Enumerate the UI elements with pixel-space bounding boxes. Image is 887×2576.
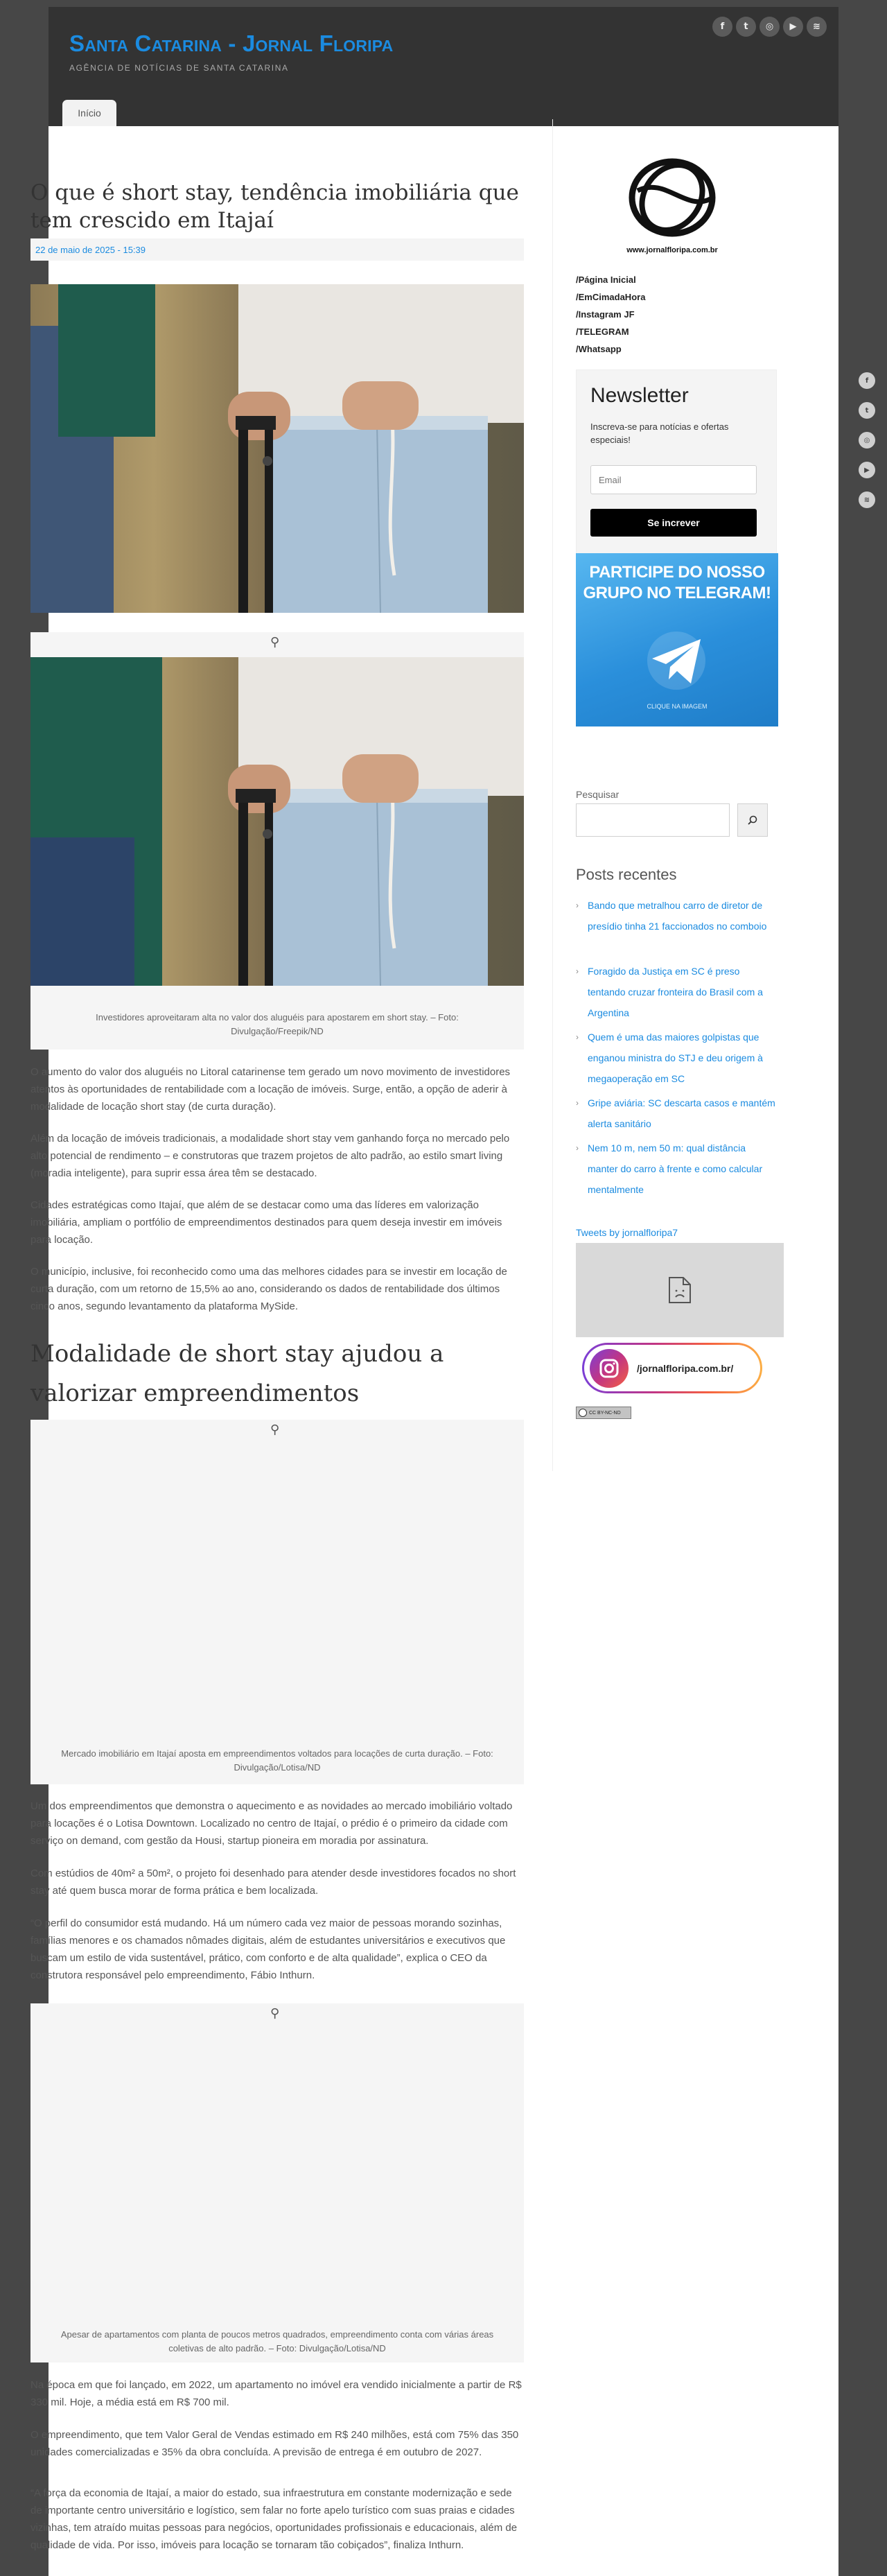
telegram-banner[interactable] (576, 553, 778, 726)
article-image-1 (30, 657, 524, 986)
newsletter-description: Inscreva-se para notícias e ofertas especiais! (590, 421, 729, 445)
sidebar-link-whatsapp[interactable]: /Whatsapp (576, 344, 622, 354)
sidebar-link-emcimadahora[interactable]: /EmCimadaHora (576, 292, 646, 302)
sidebar-divider (552, 119, 553, 1471)
search-input[interactable] (576, 803, 730, 837)
telegram-banner-cta: CLIQUE NA IMAGEM (647, 703, 708, 710)
chevron-right-icon: › (576, 966, 579, 976)
chevron-right-icon: › (576, 1143, 579, 1153)
chevron-right-icon: › (576, 1032, 579, 1042)
cc-badge-text: CC BY-NC-ND (589, 1410, 621, 1416)
tweets-link[interactable]: Tweets by jornalfloripa7 (576, 1227, 678, 1238)
youtube-icon[interactable]: ▶ (783, 17, 803, 37)
image-icon: ⚲ (270, 2006, 280, 2021)
paragraph-3: Cidades estratégicas como Itajaí, que além de se destacar como uma das líderes em valorização imobiliária, ampliam o portfólio de empreendimentos destinados para quem deseja investir em imóveis para locação. (30, 1199, 502, 1246)
paragraph-6: Com estúdios de 40m² a 50m², o projeto foi desenhado para atender desde investidores focados no short stay até quem busca morar de forma prática e bem localizada. (30, 1868, 516, 1897)
paragraph-5: Um dos empreendimentos que demonstra o aquecimento e as novidades ao mercado imobiliário voltado para locações é o Lotisa Downtown. Localizado no centro de Itajaí, o prédio é o primeiro da cidade com serviço on demand, com gestão da Housi, startup pioneira em moradia por assinatura. (30, 1800, 513, 1847)
image-icon: ⚲ (270, 635, 280, 650)
cc-icon (579, 1409, 587, 1417)
featured-image (30, 284, 524, 613)
instagram-banner[interactable] (582, 1343, 762, 1393)
paragraph-10: “A força da economia de Itajaí, a maior do estado, sua infraestrutura em constante modernização e sede de importante centro universitário e logístico, sem falar no forte apelo turístico com suas praias e cidades vizinhas, tem atraído muitas pessoas para negócios, oportunidades profissionais e educacionais, além de qualidade de vida. Por isso, imóveis para locação se tornaram tão cobiçados”, finaliza Inthurn. (30, 2487, 518, 2551)
figure-2 (30, 1420, 524, 1784)
sidebar-link-telegram[interactable]: /TELEGRAM (576, 327, 629, 337)
instagram-icon (590, 1349, 629, 1388)
paragraph-8: Na época em que foi lançado, em 2022, um apartamento no imóvel era vendido inicialmente a partir de R$ 330 mil. Hoje, a média está em R$ 700 mil. (30, 2379, 522, 2408)
twitter-icon[interactable]: t (736, 17, 756, 37)
facebook-icon[interactable]: f (712, 17, 732, 37)
recent-post-link[interactable]: › Gripe aviária: SC descarta casos e mantém alerta sanitário (576, 1093, 777, 1134)
paragraph-7: “O perfil do consumidor está mudando. Há um número cada vez maior de pessoas morando sozinhas, famílias menores e os chamados nômades digitais, além de estudantes universitários e executivos que buscam um estilo de vida sustentável, prático, com conforto e de alta qualidade”, explica o CEO da construtora responsável pelo empreendimento, Fábio Inthurn. (30, 1917, 506, 1981)
instagram-handle: /jornalfloripa.com.br/ (637, 1362, 734, 1374)
sidebar-link-home[interactable]: /Página Inicial (576, 275, 636, 285)
recent-posts-title: Posts recentes (576, 866, 677, 883)
paragraph-1: O aumento do valor dos aluguéis no Litoral catarinense tem gerado um novo movimento de investidores atentos às oportunidades de rentabilidade com a locação de imóveis. Surge, então, a opção de aderir à modalidade de locação short stay (de curta duração). (30, 1066, 511, 1113)
search-icon (748, 815, 757, 825)
youtube-icon[interactable]: ▶ (859, 462, 875, 478)
figure-3 (30, 2003, 524, 2362)
image-icon: ⚲ (270, 1422, 280, 1437)
search-label: Pesquisar (576, 789, 620, 800)
search-button[interactable] (737, 803, 768, 837)
recent-post-link[interactable]: › Foragido da Justiça em SC é preso tentando cruzar fronteira do Brasil com a Argentina (576, 961, 777, 1023)
site-header (49, 7, 838, 126)
newsletter-title: Newsletter (590, 384, 689, 407)
figure-caption-2: Mercado imobiliário em Itajaí aposta em empreendimentos voltados para locações de curta duração. – Foto: Divulgação/Lotisa/ND (61, 1748, 493, 1773)
figure-1 (30, 632, 524, 1050)
site-logo[interactable] (617, 156, 728, 260)
figure-caption-3: Apesar de apartamentos com planta de poucos metros quadrados, empreendimento conta com várias áreas coletivas de alto padrão. – Foto: Divulgação/Lotisa/ND (60, 2329, 494, 2353)
recent-post-link[interactable]: › Nem 10 m, nem 50 m: qual distância manter do carro à frente e como calcular mentalmente (576, 1138, 777, 1200)
paragraph-2: Além da locação de imóveis tradicionais, a modalidade short stay vem ganhando força no mercado pelo alto potencial de rendimento – e construtoras que trazem projetos de alto padrão, ao estilo smart living (moradia inteligente), para suprir essa área têm se destacado. (30, 1133, 510, 1179)
broken-document-icon (668, 1276, 692, 1304)
chevron-right-icon: › (576, 900, 579, 910)
recent-post-link[interactable]: › Quem é uma das maiores golpistas que enganou ministra do STJ e deu origem à megaoperação em SC (576, 1027, 777, 1089)
twitter-icon[interactable]: t (859, 402, 875, 419)
chevron-right-icon: › (576, 1098, 579, 1108)
nav-home-tab[interactable]: Início (62, 100, 116, 126)
creative-commons-badge[interactable] (576, 1407, 631, 1419)
facebook-icon[interactable]: f (859, 372, 875, 389)
site-title[interactable]: Santa Catarina - Jornal Floripa (69, 31, 394, 56)
rss-icon[interactable]: ≋ (807, 17, 827, 37)
paragraph-9: O empreendimento, que tem Valor Geral de Vendas estimado em R$ 240 milhões, está com 75% das 350 unidades comercializadas e 35% da obra concluída. A previsão de entrega é em outubro de 2027. (30, 2429, 519, 2458)
recent-post-link[interactable]: › Bando que metralhou carro de diretor de presídio tinha 21 faccionados no comboio (576, 895, 777, 937)
newsletter-subscribe-button[interactable]: Se increver (590, 509, 757, 537)
post-date[interactable]: 22 de maio de 2025 - 15:39 (30, 238, 524, 261)
figure-caption-1: Investidores aproveitaram alta no valor dos aluguéis para apostarem em short stay. – Foto: Divulgação/Freepik/ND (96, 1012, 459, 1036)
instagram-icon[interactable]: ◎ (759, 17, 780, 37)
paragraph-4: O município, inclusive, foi reconhecido como uma das melhores cidades para se investir em locação de curta duração, com um retorno de 15,5% ao ano, considerando os dados de rentabilidade dos últimos cinco anos, segundo levantamento da plataforma MySide. (30, 1266, 507, 1312)
instagram-icon[interactable]: ◎ (859, 432, 875, 449)
sidebar-link-instagram[interactable]: /Instagram JF (576, 309, 635, 320)
newsletter-email-input[interactable] (590, 465, 757, 494)
telegram-banner-headline: PARTICIPE DO NOSSO GRUPO NO TELEGRAM! (583, 563, 771, 602)
site-description: AGÊNCIA DE NOTÍCIAS DE SANTA CATARINA (69, 63, 289, 73)
tweets-embed-placeholder (576, 1243, 784, 1337)
post-title: O que é short stay, tendência imobiliária que tem crescido em Itajaí (30, 180, 519, 233)
section-heading: Modalidade de short stay ajudou a valorizar empreendimentos (30, 1340, 444, 1407)
logo-url: www.jornalfloripa.com.br (626, 246, 718, 254)
telegram-icon (645, 629, 708, 692)
newsletter-widget (576, 369, 777, 555)
rss-icon[interactable]: ≋ (859, 491, 875, 508)
